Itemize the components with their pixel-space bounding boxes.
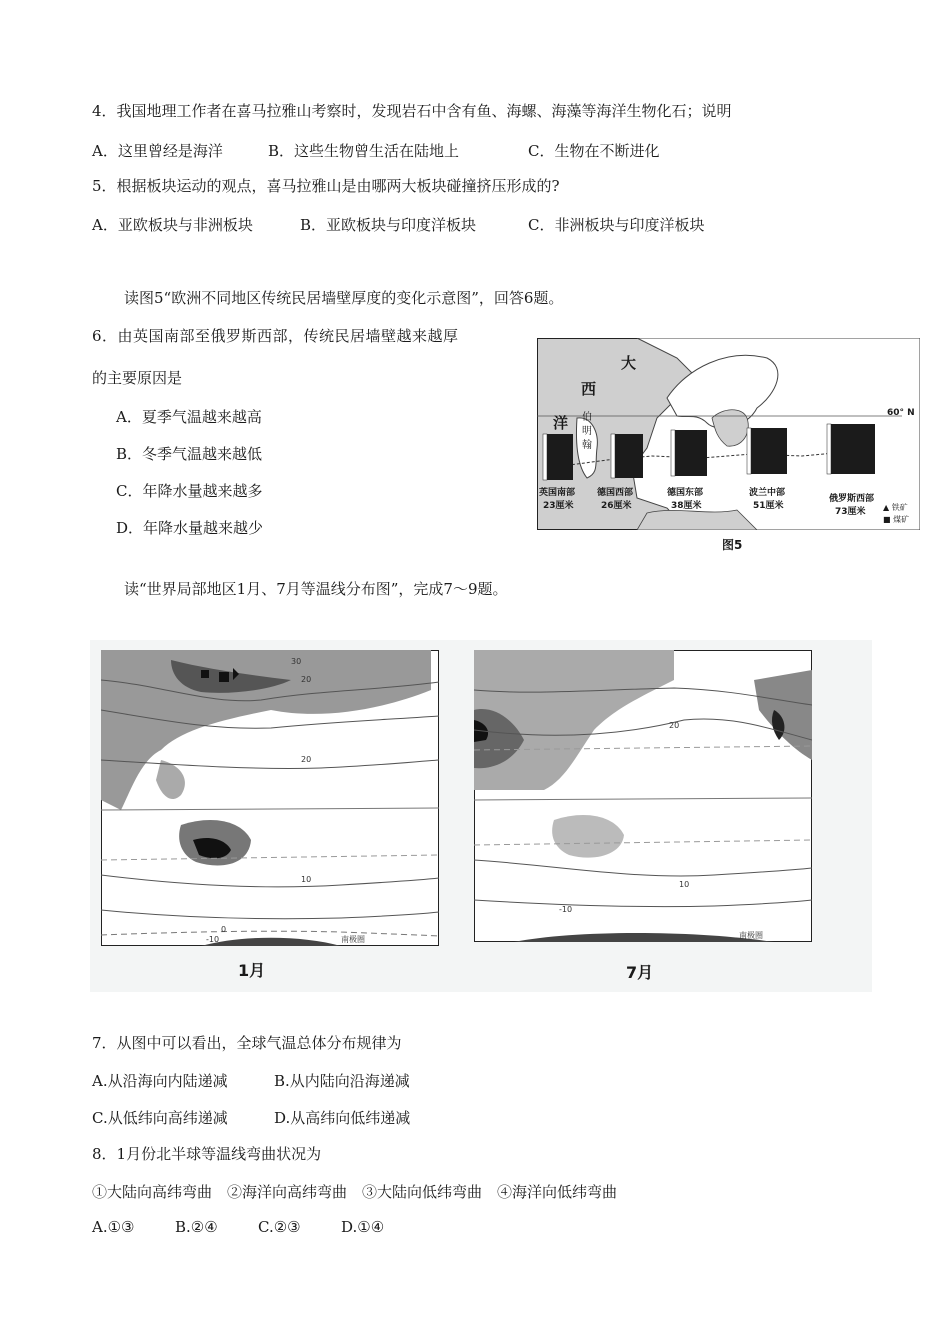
q8-stem: 8．1月份北半球等温线弯曲状况为 [92,1145,322,1163]
fig5-region-5-thickness: 73厘米 [835,507,866,517]
fig5-caption: 图5 [722,538,743,552]
fig5-city-char-1: 伯 [582,412,592,423]
q6-option-a: A．夏季气温越来越高 [116,408,262,426]
fig5-region-4-name: 波兰中部 [749,488,786,498]
fig5-city-char-3: 翰 [582,440,592,451]
q8-statements: ①大陆向高纬弯曲 ②海洋向高纬弯曲 ③大陆向低纬弯曲 ④海洋向低纬弯曲 [92,1183,618,1201]
q8-option-a: A.①③ [92,1218,135,1236]
fig5-region-3-thickness: 38厘米 [671,501,702,511]
fig5-legend-iron: ▲ 铁矿 [883,503,908,512]
january-map-label: 1月 [238,961,266,980]
q6-option-b: B．冬季气温越来越低 [116,445,263,463]
fig5-region-2-thickness: 26厘米 [601,501,632,511]
fig5-region-2-name: 德国西部 [597,488,634,498]
fig5-ocean-char-1: 大 [621,354,637,372]
q6-stem-line2: 的主要原因是 [92,369,183,387]
fig5-region-5-name: 俄罗斯西部 [829,494,875,504]
jan-iso-label-10: 10 [301,875,312,884]
july-isotherm-map [474,650,812,942]
q4-option-a: A．这里曾经是海洋 [92,142,223,160]
q5-option-c: C．非洲板块与印度洋板块 [528,216,705,234]
q7-option-b: B.从内陆向沿海递减 [274,1072,410,1090]
jan-iso-label-minus10: -10 [206,935,220,944]
fig5-latitude-label: 60° N [887,408,915,418]
q7-stem: 7．从图中可以看出，全球气温总体分布规律为 [92,1034,402,1052]
q4-option-c: C．生物在不断进化 [528,142,660,160]
jan-iso-label-20a: 20 [301,675,312,684]
intro-q6: 读图5“欧洲不同地区传统民居墙壁厚度的变化示意图”，回答6题。 [124,289,564,307]
fig5-city-char-2: 明 [582,426,592,437]
jul-iso-label-minus10: -10 [559,905,573,914]
q8-option-d: D.①④ [341,1218,385,1236]
fig5-ocean-char-2: 西 [581,380,597,398]
jan-iso-label-20b: 20 [301,755,312,764]
jul-iso-label-20: 20 [669,721,680,730]
q7-option-d: D.从高纬向低纬递减 [274,1109,411,1127]
q4-stem: 4．我国地理工作者在喜马拉雅山考察时，发现岩石中含有鱼、海螺、海藻等海洋生物化石；说明 [92,102,732,120]
q6-option-c: C．年降水量越来越多 [116,482,263,500]
isotherm-maps-panel [90,640,872,992]
q5-option-a: A．亚欧板块与非洲板块 [92,216,253,234]
july-map-label: 7月 [626,963,654,982]
fig5-region-3-name: 德国东部 [667,488,704,498]
q8-option-b: B.②④ [175,1218,218,1236]
fig5-region-1-name: 英国南部 [539,488,576,498]
intro-q7: 读“世界局部地区1月、7月等温线分布图”，完成7～9题。 [124,580,508,598]
figure-5-europe-map [537,338,920,530]
q6-option-d: D．年降水量越来越少 [116,519,264,537]
fig5-ocean-char-3: 洋 [553,414,569,432]
q8-option-c: C.②③ [258,1218,301,1236]
fig5-region-4-thickness: 51厘米 [753,501,784,511]
jan-iso-label-0: 0 [221,925,227,934]
fig5-legend-coal: ■ 煤矿 [883,515,910,524]
q7-option-a: A.从沿海向内陆递减 [92,1072,228,1090]
jan-iso-label-30: 30 [291,657,302,666]
q7-option-c: C.从低纬向高纬递减 [92,1109,228,1127]
q5-stem: 5．根据板块运动的观点，喜马拉雅山是由哪两大板块碰撞挤压形成的? [92,177,560,195]
q6-stem-line1: 6．由英国南部至俄罗斯西部，传统民居墙壁越来越厚 [92,327,459,345]
january-isotherm-map [101,650,439,946]
q5-option-b: B．亚欧板块与印度洋板块 [300,216,477,234]
jul-iso-label-10: 10 [679,880,690,889]
jan-polar-circle-label: 南极圈 [341,935,365,944]
jul-polar-circle-label: 南极圈 [739,931,763,940]
fig5-region-1-thickness: 23厘米 [543,501,574,511]
q4-option-b: B．这些生物曾生活在陆地上 [268,142,460,160]
